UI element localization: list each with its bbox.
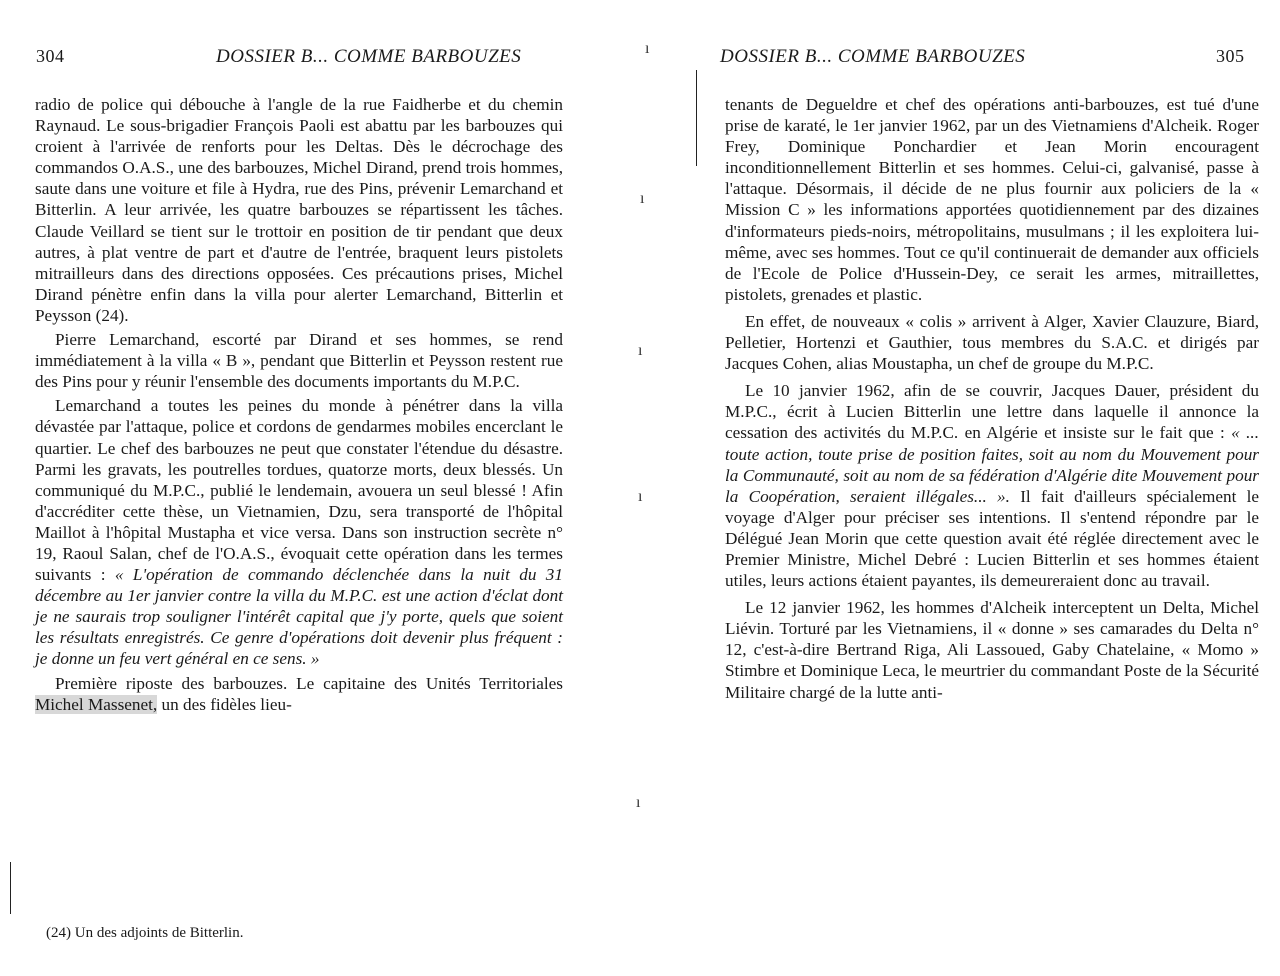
right-page bbox=[640, 0, 1280, 976]
paragraph: Pierre Lemarchand, escorté par Dirand et ses hommes, se rend immédiatement à la villa « B », pendant que Bitterlin et Peysson restent rue des Pins pour y réunir l'ensemble des documents importants du M.P.C. bbox=[35, 330, 563, 392]
paragraph: tenants de Degueldre et chef des opérations anti-barbouzes, est tué d'une prise de karaté, le 1er janvier 1962, par un des Vietnamiens d'Alcheik. Roger Frey, Dominique Ponchardier et Jean Morin encouragent inconditionnellement Bitterlin et ses hommes. Celui-ci, galvanisé, passe à l'attaque. Désormais, il décide de ne plus fournir aux policiers de la « Mission C » les informations apportées quotidiennement par des dizaines d'informateurs pieds-noirs, métropolitains, musulmans ; il les exploitera lui-même, avec ses hommes. Tout ce qu'il continuerait de demander aux officiels de l'Ecole de Police d'Hussein-Dey, ce serait les armes, mitraillettes, pistolets, grenades et plastic. bbox=[725, 95, 1259, 304]
paragraph-text: Le 10 janvier 1962, afin de se couvrir, Jacques Dauer, président du M.P.C., écrit à Lucien Bitterlin une lettre dans laquelle il annonce la cessation des activités du M.P.C. en Algérie et insiste sur le fait que : bbox=[725, 381, 1259, 443]
footnote: (24) Un des adjoints de Bitterlin. bbox=[46, 925, 244, 941]
gutter-mark: ı bbox=[638, 488, 643, 505]
paragraph bbox=[725, 380, 1259, 591]
margin-annotation-line bbox=[696, 70, 697, 166]
left-running-title: DOSSIER B... COMME BARBOUZES bbox=[216, 46, 522, 67]
left-body-text bbox=[35, 94, 563, 718]
paragraph bbox=[35, 673, 563, 715]
gutter-mark: ı bbox=[638, 342, 643, 359]
right-running-title: DOSSIER B... COMME BARBOUZES bbox=[720, 46, 1026, 67]
paragraph: Le 12 janvier 1962, les hommes d'Alcheik interceptent un Delta, Michel Liévin. Torturé par les Vietnamiens, il « donne » ses camarades du Delta n° 12, c'est-à-dire Bertrand Riga, Ali Lassoued, Gaby Chatelaine, « Momo » Stimbre et Dominique Leca, le meurtrier du commandant Poste de la Sécurité Militaire chargé de la lutte anti- bbox=[725, 598, 1259, 702]
highlighted-name: Michel Massenet, bbox=[35, 694, 158, 714]
quote-text: « ... toute action, toute prise de position faites, soit au nom du Mouvement pour la Communauté, soit au nom de sa fédération d'Algérie dite Mouvement pour la Coopération, seraient illégales... ». bbox=[725, 423, 1260, 506]
paragraph: En effet, de nouveaux « colis » arrivent à Alger, Xavier Clauzure, Biard, Pelletier, Hortenzi et Gauthier, tous membres du S.A.C. et dirigés par Jacques Cohen, alias Moustapha, un chef de groupe du M.P.C. bbox=[725, 311, 1259, 374]
gutter-mark: ı bbox=[636, 794, 641, 811]
margin-annotation-line bbox=[10, 862, 11, 914]
paragraph-text: Lemarchand a toutes les peines du monde à pénétrer dans la villa dévastée par l'attaque, police et cordons de gendarmes mobiles encerclant le quartier. Le chef des barbouzes ne peut que constater l'étendue du désastre. Parmi les gravats, les poutrelles tordues, quatorze morts, deux blessés. Un communiqué du M.P.C., publié le lendemain, avouera un seul blessé ! Afin d'accréditer cette thèse, un Vietnamien, Dzu, sera transporté de l'hôpital Maillot à l'hôpital Mustapha et vice versa. Dans son instruction secrète n° 19, Raoul Salan, chef de l'O.A.S., évoquait cette opération dans les termes suivants : bbox=[35, 396, 563, 585]
gutter-mark: ı bbox=[645, 40, 650, 57]
paragraph bbox=[35, 395, 563, 669]
paragraph-text: Il fait d'ailleurs spécialement le voyage d'Alger pour préciser ses intentions. Il s'entend répondre par le Délégué Jean Morin que cette question avait été réglée directement avec le Premier Ministre, Michel Debré : Lucien Bitterlin et ses hommes étaient utiles, leurs actions étaient payantes, ils demeureraient donc au travail. bbox=[725, 486, 1259, 591]
paragraph: radio de police qui débouche à l'angle de la rue Faidherbe et du chemin Raynaud. Le sous-brigadier François Paoli est abattu par les barbouzes qui croient à l'arrivée de renforts pour les Deltas. Dès le décrochage des commandos O.A.S., une des barbouzes, Michel Dirand, prend trois hommes, saute dans une voiture et file à Hydra, rue des Pins, prévenir Lemarchand et Bitterlin. A leur arrivée, les quatre barbouzes se répartissent les tâches. Claude Veillard se tient sur le trottoir en position de tir pendant que deux autres, à plat ventre de part et d'autre de l'entrée, braquent leurs pistolets mitrailleurs dans des directions opposées. Ces précautions prises, Michel Dirand pénètre enfin dans la villa pour alerter Lemarchand, Bitterlin et Peysson (24). bbox=[35, 95, 563, 325]
quote-text: « L'opération de commando déclenchée dans la nuit du 31 décembre au 1er janvier contre la villa du M.P.C. est une action d'éclat dont je ne saurais trop souligner l'intérêt capital que j'y porte, quels que soient les résultats enregistrés. Ce genre d'opérations doit devenir plus fréquent : je donne un feu vert général en ce sens. » bbox=[35, 565, 563, 669]
gutter-mark: ı bbox=[640, 190, 645, 207]
right-page-number: 305 bbox=[1216, 46, 1245, 66]
paragraph-text: un des fidèles lieu- bbox=[161, 694, 292, 714]
right-body-text bbox=[725, 94, 1259, 706]
paragraph-text: Première riposte des barbouzes. Le capitaine des Unités Territoriales bbox=[55, 673, 563, 693]
left-page-number: 304 bbox=[36, 46, 65, 66]
